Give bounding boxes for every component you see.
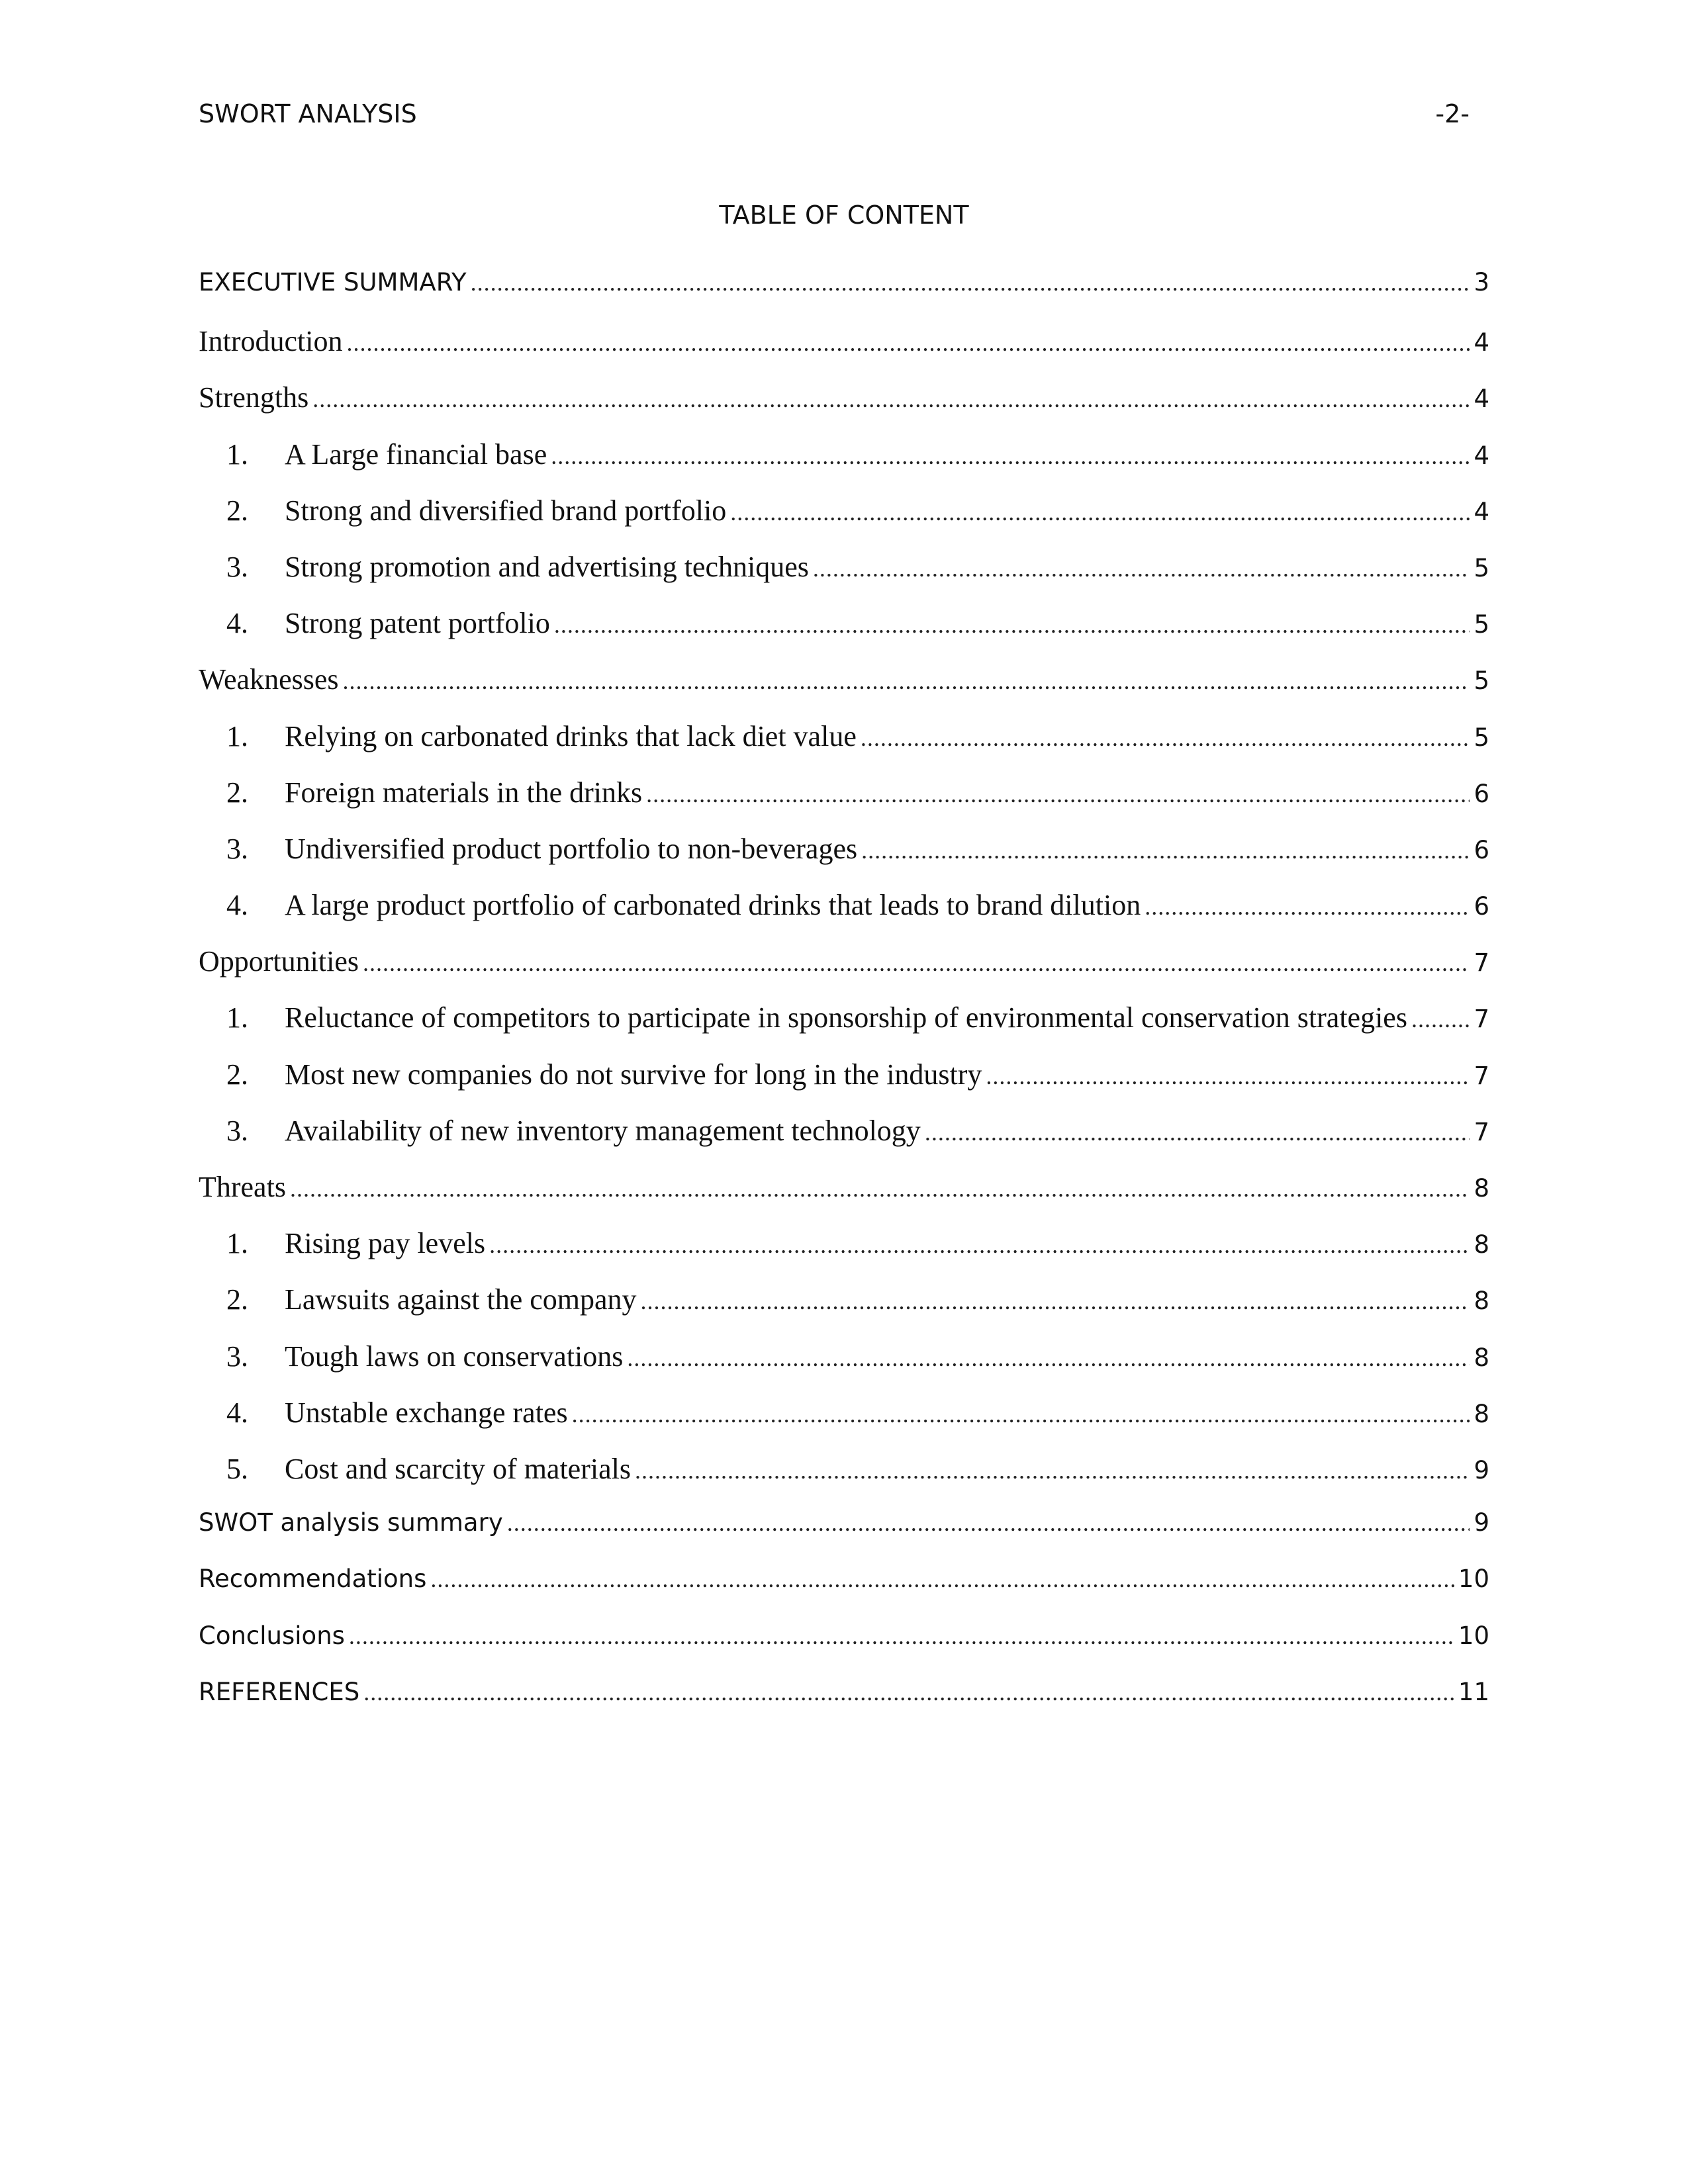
toc-entry-page: 6 bbox=[1474, 892, 1489, 921]
toc-entry[interactable] bbox=[199, 1283, 1489, 1339]
toc-entry[interactable] bbox=[199, 1565, 1489, 1621]
toc-entry[interactable] bbox=[199, 1226, 1489, 1283]
toc-dot-leader bbox=[1145, 893, 1470, 921]
toc-entry-number: 5. bbox=[226, 1452, 248, 1485]
toc-entry-page: 8 bbox=[1474, 1174, 1489, 1203]
toc-entry-label: Undiversified product portfolio to non-beverages bbox=[285, 832, 858, 865]
toc-entry-number: 1. bbox=[226, 1001, 248, 1034]
toc-entry-number: 4. bbox=[226, 1396, 248, 1429]
toc-entry-page: 7 bbox=[1474, 1005, 1489, 1034]
toc-dot-leader bbox=[861, 837, 1470, 864]
toc-entry-label: Introduction bbox=[199, 325, 343, 358]
toc-dot-leader bbox=[986, 1062, 1470, 1090]
toc-dot-leader bbox=[551, 442, 1470, 470]
toc-entry[interactable] bbox=[199, 1452, 1489, 1508]
toc-entry[interactable] bbox=[199, 437, 1489, 494]
toc-entry-page: 4 bbox=[1474, 497, 1489, 526]
toc-dot-leader bbox=[572, 1400, 1470, 1428]
toc-entry-label: A Large financial base bbox=[285, 437, 547, 471]
toc-entry-label: Strong patent portfolio bbox=[285, 607, 550, 640]
toc-entry-label: Strong promotion and advertising techniques bbox=[285, 550, 809, 583]
toc-entry-label: Unstable exchange rates bbox=[285, 1396, 568, 1429]
toc-entry-number: 1. bbox=[226, 1227, 248, 1260]
toc-entry-label: Relying on carbonated drinks that lack diet value bbox=[285, 719, 857, 752]
toc-entry[interactable] bbox=[199, 1170, 1489, 1226]
toc-entry-page: 5 bbox=[1474, 553, 1489, 582]
toc-entry-number: 1. bbox=[226, 437, 248, 471]
toc-dot-leader bbox=[363, 949, 1470, 977]
toc-entry-number: 2. bbox=[226, 1283, 248, 1316]
toc-dot-leader bbox=[1411, 1005, 1470, 1033]
toc-dot-leader bbox=[646, 780, 1470, 808]
toc-entry-number: 3. bbox=[226, 550, 248, 583]
toc-entry-label: A large product portfolio of carbonated drinks that leads to brand dilution bbox=[285, 889, 1141, 922]
toc-entry-label: REFERENCES bbox=[199, 1677, 360, 1706]
toc-entry[interactable] bbox=[199, 1621, 1489, 1678]
toc-entry-label: Availability of new inventory management technology bbox=[285, 1114, 921, 1147]
toc-dot-leader bbox=[925, 1118, 1470, 1146]
toc-entry-page: 7 bbox=[1474, 948, 1489, 978]
toc-entry-page: 9 bbox=[1474, 1455, 1489, 1484]
toc-dot-leader bbox=[349, 1622, 1454, 1650]
toc-entry-page: 3 bbox=[1474, 268, 1489, 296]
toc-entry[interactable] bbox=[199, 1396, 1489, 1452]
toc-entry-number: 2. bbox=[226, 494, 248, 527]
toc-entry-label: Foreign materials in the drinks bbox=[285, 776, 643, 809]
toc-dot-leader bbox=[627, 1344, 1470, 1372]
toc-entry-page: 8 bbox=[1474, 1230, 1489, 1259]
page-header bbox=[199, 99, 1470, 128]
toc-entry-page: 5 bbox=[1474, 610, 1489, 639]
toc-entry[interactable] bbox=[199, 1678, 1489, 1734]
toc-entry-number: 3. bbox=[226, 1114, 248, 1147]
toc-entry[interactable] bbox=[199, 662, 1489, 719]
toc-entry-number: 4. bbox=[226, 607, 248, 640]
toc-dot-leader bbox=[290, 1175, 1470, 1203]
toc-entry-label: Threats bbox=[199, 1171, 286, 1203]
toc-entry-page: 5 bbox=[1474, 723, 1489, 752]
toc-entry-page: 8 bbox=[1474, 1343, 1489, 1372]
toc-entry[interactable] bbox=[199, 888, 1489, 944]
toc-entry-label: Rising pay levels bbox=[285, 1227, 486, 1260]
toc-entry-label: Most new companies do not survive for long in the industry bbox=[285, 1058, 982, 1091]
toc-entry[interactable] bbox=[199, 776, 1489, 832]
toc-entry-number: 1. bbox=[226, 719, 248, 752]
toc-dot-leader bbox=[471, 269, 1470, 296]
toc-dot-leader bbox=[343, 667, 1470, 695]
table-of-contents bbox=[199, 268, 1489, 1734]
toc-dot-leader bbox=[430, 1565, 1454, 1593]
toc-dot-leader bbox=[554, 611, 1470, 639]
toc-dot-leader bbox=[641, 1287, 1470, 1315]
toc-entry-number: 3. bbox=[226, 1340, 248, 1373]
toc-entry[interactable] bbox=[199, 381, 1489, 437]
toc-entry[interactable] bbox=[199, 268, 1489, 324]
toc-entry-label: EXECUTIVE SUMMARY bbox=[199, 268, 467, 296]
toc-entry-page: 4 bbox=[1474, 441, 1489, 470]
toc-title: TABLE OF CONTENT bbox=[719, 201, 969, 230]
toc-entry-label: Conclusions bbox=[199, 1621, 345, 1650]
toc-entry-page: 6 bbox=[1474, 779, 1489, 808]
toc-entry-page: 10 bbox=[1458, 1621, 1489, 1650]
toc-entry-page: 9 bbox=[1474, 1508, 1489, 1537]
toc-entry-label: Reluctance of competitors to participate in sponsorship of environmental conservation strategies bbox=[285, 1001, 1407, 1034]
toc-entry-page: 6 bbox=[1474, 835, 1489, 864]
toc-entry-page: 10 bbox=[1458, 1565, 1489, 1594]
toc-entry-page: 4 bbox=[1474, 328, 1489, 357]
toc-entry[interactable] bbox=[199, 1001, 1489, 1057]
toc-entry-label: Strengths bbox=[199, 381, 309, 414]
toc-entry-page: 4 bbox=[1474, 385, 1489, 414]
toc-entry[interactable] bbox=[199, 1058, 1489, 1114]
toc-entry-number: 4. bbox=[226, 889, 248, 922]
toc-entry-label: Cost and scarcity of materials bbox=[285, 1452, 631, 1485]
toc-entry[interactable] bbox=[199, 944, 1489, 1001]
toc-entry-number: 3. bbox=[226, 832, 248, 865]
toc-entry-label: Lawsuits against the company bbox=[285, 1283, 637, 1316]
toc-dot-leader bbox=[363, 1678, 1454, 1706]
toc-dot-leader bbox=[347, 329, 1470, 357]
toc-entry-label: Opportunities bbox=[199, 945, 359, 978]
toc-entry-number: 2. bbox=[226, 776, 248, 809]
toc-dot-leader bbox=[813, 555, 1470, 582]
toc-entry[interactable] bbox=[199, 550, 1489, 606]
toc-entry-label: SWOT analysis summary bbox=[199, 1508, 503, 1537]
toc-dot-leader bbox=[312, 385, 1470, 413]
toc-entry-page: 8 bbox=[1474, 1287, 1489, 1316]
toc-entry-page: 7 bbox=[1474, 1061, 1489, 1090]
toc-dot-leader bbox=[635, 1457, 1470, 1484]
toc-entry[interactable] bbox=[199, 606, 1489, 662]
toc-dot-leader bbox=[730, 498, 1470, 526]
toc-entry[interactable] bbox=[199, 1508, 1489, 1565]
toc-entry[interactable] bbox=[199, 832, 1489, 888]
toc-entry[interactable] bbox=[199, 719, 1489, 776]
toc-entry[interactable] bbox=[199, 324, 1489, 381]
toc-dot-leader bbox=[861, 724, 1470, 752]
toc-entry-label: Strong and diversified brand portfolio bbox=[285, 494, 727, 527]
toc-entry-page: 7 bbox=[1474, 1117, 1489, 1146]
page-number: -2- bbox=[1435, 99, 1470, 128]
toc-entry-label: Tough laws on conservations bbox=[285, 1340, 624, 1373]
toc-entry-number: 2. bbox=[226, 1058, 248, 1091]
toc-entry-label: Recommendations bbox=[199, 1565, 427, 1594]
toc-entry[interactable] bbox=[199, 1340, 1489, 1396]
toc-entry-page: 11 bbox=[1458, 1677, 1489, 1706]
toc-entry[interactable] bbox=[199, 1114, 1489, 1170]
toc-dot-leader bbox=[507, 1509, 1470, 1537]
toc-entry[interactable] bbox=[199, 494, 1489, 550]
toc-dot-leader bbox=[489, 1231, 1470, 1259]
toc-entry-label: Weaknesses bbox=[199, 663, 339, 696]
toc-entry-page: 8 bbox=[1474, 1399, 1489, 1428]
toc-entry-page: 5 bbox=[1474, 666, 1489, 696]
running-title: SWORT ANALYSIS bbox=[199, 99, 417, 128]
